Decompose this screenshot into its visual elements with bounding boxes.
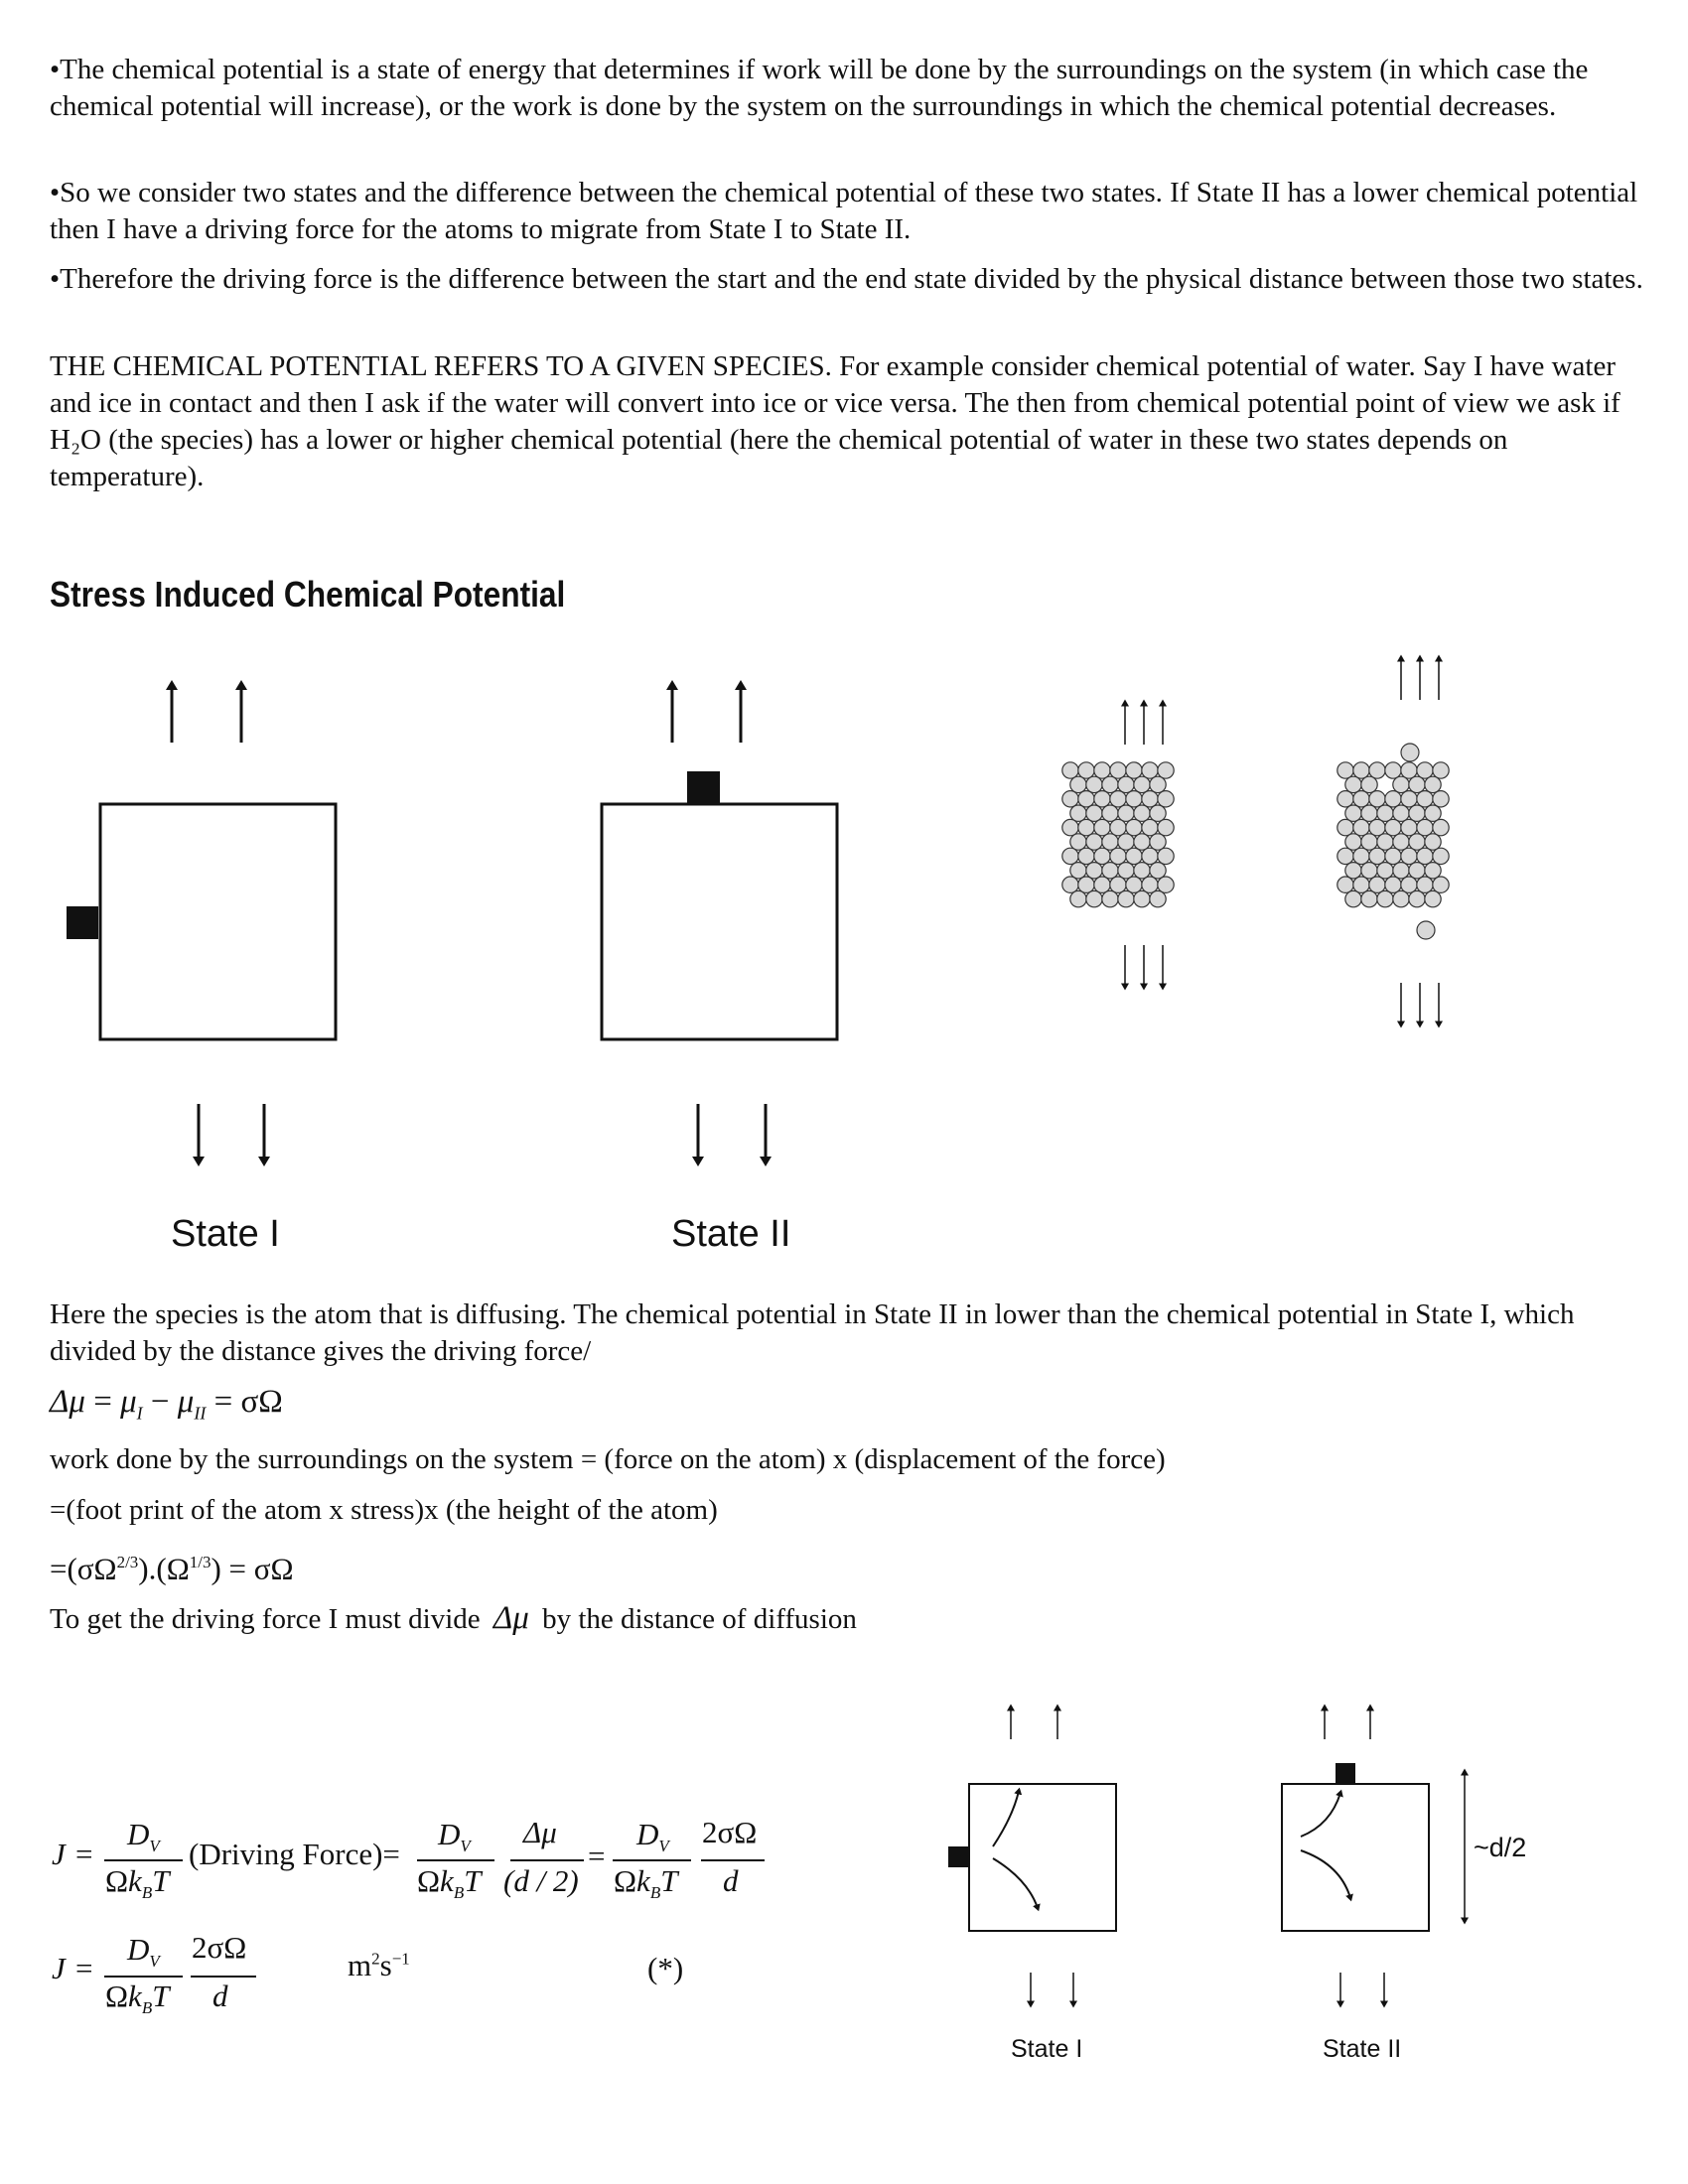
lattice-atom: [1158, 848, 1174, 864]
flux2-star: (*): [647, 1951, 684, 1985]
lattice-atom: [1433, 819, 1449, 835]
lattice-atom: [1433, 877, 1449, 892]
lattice-atom: [1417, 877, 1433, 892]
lattice-atom: [1134, 834, 1150, 850]
equation-footprint-line: =(foot print of the atom x stress)x (the height of the atom): [50, 1494, 718, 1526]
lattice-atom: [1110, 848, 1126, 864]
fig2-state-2-path-down: [1301, 1850, 1350, 1898]
lattice-atom: [1361, 834, 1377, 850]
lattice-atom: [1417, 848, 1433, 864]
lattice-atom: [1150, 890, 1166, 906]
lattice-atom: [1385, 762, 1401, 778]
lattice-atom: [1337, 877, 1353, 892]
eq-delta-mu-lhs: Δμ: [50, 1384, 85, 1420]
flux2-frac1-num: $D_V$: [127, 1932, 160, 1972]
atom-lattice-state-1: [1062, 762, 1174, 907]
lattice-atom: [1142, 848, 1158, 864]
paragraph-explanation: Here the species is the atom that is diffusing. The chemical potential in State II in lower than the chemical potential in State I, which divided by the distance gives the driving force/: [50, 1298, 1575, 1367]
lattice-atom: [1377, 890, 1393, 906]
lattice-atom: [1353, 848, 1369, 864]
figure2-state-1: [948, 1707, 1116, 2004]
eq-df-text-a: To get the driving force I must divide: [50, 1603, 481, 1635]
lattice-atom: [1062, 877, 1078, 892]
lattice-atom: [1078, 848, 1094, 864]
lattice-atom: [1369, 848, 1385, 864]
lattice-atom: [1425, 890, 1441, 906]
flux1-frac1-num: $D_V$: [127, 1817, 160, 1856]
section-heading: Stress Induced Chemical Potential: [50, 574, 566, 614]
eq-power-c: ) = σΩ: [211, 1551, 294, 1586]
flux2-units: $m^2s^{-1}$: [348, 1948, 410, 1982]
lattice-atom: [1158, 819, 1174, 835]
eq-power-sup-b: 1/3: [189, 1553, 211, 1571]
lattice-atom: [1369, 762, 1385, 778]
lattice-atom: [1070, 805, 1086, 821]
lattice-atom: [1353, 791, 1369, 807]
lattice-atom: [1409, 776, 1425, 792]
atom-lattice-state-2: [1337, 744, 1449, 939]
fig2-state-2-atom: [1336, 1763, 1355, 1783]
flux1-driving-force: (Driving Force)=: [189, 1837, 400, 1871]
state-1-atom-side: [67, 906, 98, 939]
lattice-atom: [1134, 863, 1150, 879]
lattice-atom: [1094, 848, 1110, 864]
fig2-state-1-box: [969, 1784, 1116, 1931]
flux1-J: J: [52, 1837, 66, 1871]
lattice-atom: [1337, 848, 1353, 864]
fig2-state-2-path-up: [1301, 1793, 1340, 1837]
fig2-state-1-atom: [948, 1846, 968, 1867]
lattice-atom: [1070, 863, 1086, 879]
equation-power-line: [50, 1544, 294, 1586]
fig2-state-2-box: [1282, 1784, 1429, 1931]
fig2-state-2-label: State II: [1323, 2035, 1402, 2063]
lattice-atom: [1094, 819, 1110, 835]
lattice-atom: [1401, 791, 1417, 807]
lattice-atom: [1134, 776, 1150, 792]
lattice-atom: [1094, 877, 1110, 892]
eq-sigma-omega: σΩ: [240, 1384, 283, 1420]
paragraph-driving-force: •Therefore the driving force is the difference between the start and the end state divided by the physical distance between those two states.: [50, 263, 1643, 295]
lattice-atom: [1401, 877, 1417, 892]
lattice-atom: [1110, 791, 1126, 807]
lattice-atom: [1361, 890, 1377, 906]
fig2-state-1-label: State I: [1011, 2035, 1083, 2063]
lattice-atom: [1353, 877, 1369, 892]
eq-mu-1: μ: [120, 1384, 137, 1420]
flux1-frac2-den: $\Omega k_BT$: [417, 1863, 482, 1903]
eq-df-text-b: by the distance of diffusion: [542, 1603, 857, 1635]
lattice-atom: [1345, 776, 1361, 792]
lattice-atom: [1086, 890, 1102, 906]
lattice-atom: [1062, 791, 1078, 807]
state-2-atom-top: [687, 771, 720, 803]
flux1-frac5-den: d: [723, 1863, 739, 1898]
lattice-atom: [1433, 762, 1449, 778]
lattice-atom: [1118, 890, 1134, 906]
flux2-frac2-den: d: [212, 1979, 228, 2013]
lattice-atom: [1409, 834, 1425, 850]
lattice-atom: [1393, 776, 1409, 792]
lattice-atom: [1094, 791, 1110, 807]
lattice-atom: [1393, 834, 1409, 850]
lattice-atom: [1401, 848, 1417, 864]
flux1-frac2-num: $D_V$: [438, 1817, 471, 1856]
lattice-atom: [1158, 791, 1174, 807]
lattice-atom: [1337, 762, 1353, 778]
state-2-crystal-box: [602, 804, 837, 1039]
lattice-atom: [1062, 762, 1078, 778]
flux2-frac2-num: 2σΩ: [192, 1930, 247, 1965]
lattice-atom: [1345, 863, 1361, 879]
paragraph-chemical-potential-definition: •The chemical potential is a state of energy that determines if work will be done by the surroundings on the system (in which case the chemical potential will increase), or the work is done by the system on the surroundings in which the chemical potential decreases.: [50, 54, 1589, 122]
lattice-atom: [1158, 762, 1174, 778]
lattice-atom: [1134, 890, 1150, 906]
flux1-frac5-num: 2σΩ: [702, 1815, 758, 1849]
lattice-atom: [1353, 819, 1369, 835]
lattice-atom: [1425, 834, 1441, 850]
lattice-atom: [1401, 819, 1417, 835]
lattice-atom: [1150, 776, 1166, 792]
lattice-atom: [1377, 834, 1393, 850]
lattice-atom: [1385, 877, 1401, 892]
lattice-atom: [1385, 791, 1401, 807]
lattice-atom: [1385, 819, 1401, 835]
flux1-frac1-den: $\Omega k_BT$: [105, 1863, 170, 1903]
eq-sub-1: I: [136, 1403, 143, 1424]
lattice-atom: [1361, 776, 1377, 792]
lattice-atom: [1337, 819, 1353, 835]
lattice-atom: [1409, 863, 1425, 879]
fig2-state-1-path-down: [993, 1858, 1038, 1908]
lattice-atom: [1425, 776, 1441, 792]
lattice-atom: [1118, 805, 1134, 821]
lattice-atom: [1142, 762, 1158, 778]
lattice-atom: [1409, 805, 1425, 821]
lattice-atom: [1126, 762, 1142, 778]
lattice-atom: [1377, 863, 1393, 879]
state-2-label: State II: [671, 1213, 791, 1255]
state-1-label: State I: [171, 1213, 280, 1255]
lattice-atom: [1126, 848, 1142, 864]
lattice-atom: [1086, 863, 1102, 879]
lattice-atom: [1078, 791, 1094, 807]
flux1-frac3-den: (d / 2): [503, 1863, 579, 1898]
lattice-atom: [1110, 819, 1126, 835]
lattice-atom: [1102, 890, 1118, 906]
lattice-atom: [1102, 863, 1118, 879]
flux1-eq: =: [75, 1837, 93, 1871]
lattice-atom: [1126, 819, 1142, 835]
lattice-atom: [1062, 819, 1078, 835]
eq-power-sup-a: 2/3: [116, 1553, 139, 1571]
lattice-atom: [1369, 877, 1385, 892]
lattice-atom: [1409, 890, 1425, 906]
lattice-atom: [1118, 834, 1134, 850]
lattice-atom: [1377, 805, 1393, 821]
lattice-atom: [1078, 877, 1094, 892]
lattice-atom: [1425, 805, 1441, 821]
eq-df-sym: Δμ: [492, 1600, 529, 1636]
lattice-atom: [1062, 848, 1078, 864]
lattice-atom: [1150, 834, 1166, 850]
lattice-atom: [1070, 776, 1086, 792]
flux2-J: J: [52, 1951, 66, 1985]
fig2-state-1-path-up: [993, 1791, 1019, 1846]
state-2-box-group: [602, 685, 837, 1161]
lattice-atom: [1401, 762, 1417, 778]
lattice-atom: [1425, 863, 1441, 879]
lattice-atom: [1353, 762, 1369, 778]
lattice-atom: [1417, 791, 1433, 807]
lattice-atom: [1150, 863, 1166, 879]
lattice-atom: [1134, 805, 1150, 821]
lattice-atom: [1102, 834, 1118, 850]
lattice-atom: [1417, 762, 1433, 778]
flux2-frac1-den: $\Omega k_BT$: [105, 1979, 170, 2018]
eq-sub-2: II: [194, 1403, 207, 1424]
paragraph-two-states: •So we consider two states and the difference between the chemical potential of these two states. If State II has a lower chemical potential then I have a driving force for the atoms to migrate from State I to State II.: [50, 177, 1638, 245]
flux1-frac4-num: $D_V$: [636, 1817, 669, 1856]
lattice-atom: [1110, 877, 1126, 892]
eq-power-a: =(σΩ: [50, 1551, 117, 1586]
state-1-box-group: [67, 685, 336, 1161]
flux1-eq2: =: [588, 1839, 606, 1873]
fig2-distance-label: ~d/2: [1474, 1833, 1527, 1862]
lattice-atom: [1110, 762, 1126, 778]
lattice-atom: [1078, 762, 1094, 778]
lattice-atom: [1126, 877, 1142, 892]
eq-power-b: ).(Ω: [138, 1551, 190, 1586]
equation-delta-mu: $\Delta\mu = \mu_I - \mu_{II} = \sigma\Omega$: [50, 1384, 283, 1424]
lattice-atom: [1345, 890, 1361, 906]
lattice-atom: [1337, 791, 1353, 807]
lattice-atom: [1158, 877, 1174, 892]
lattice-atom: [1086, 776, 1102, 792]
lattice-atom: [1126, 791, 1142, 807]
lattice-adatom-bottom: [1417, 921, 1435, 939]
lattice-atom: [1070, 890, 1086, 906]
state-1-crystal-box: [100, 804, 336, 1039]
lattice-atom: [1433, 848, 1449, 864]
lattice-atom: [1102, 805, 1118, 821]
eq-mu-2: μ: [177, 1384, 195, 1420]
lattice-atom: [1142, 877, 1158, 892]
lattice-adatom-top: [1401, 744, 1419, 761]
lattice-atom: [1345, 834, 1361, 850]
equation-driving-force-line: [50, 1600, 857, 1638]
lattice-atom: [1433, 791, 1449, 807]
lattice-atom: [1086, 834, 1102, 850]
lattice-atom: [1118, 776, 1134, 792]
lattice-atom: [1142, 791, 1158, 807]
lattice-atom: [1086, 805, 1102, 821]
flux2-eq: =: [75, 1951, 93, 1985]
flux1-frac3-num: Δμ: [523, 1815, 557, 1849]
lattice-atom: [1385, 848, 1401, 864]
lattice-atom: [1393, 863, 1409, 879]
figure2-state-2: [1282, 1707, 1465, 2004]
lattice-atom: [1142, 819, 1158, 835]
lattice-atom: [1070, 834, 1086, 850]
lattice-atom: [1393, 890, 1409, 906]
lattice-atom: [1078, 819, 1094, 835]
lattice-atom: [1361, 863, 1377, 879]
lattice-atom: [1345, 805, 1361, 821]
lattice-atom: [1150, 805, 1166, 821]
lattice-atom: [1417, 819, 1433, 835]
lattice-atom: [1361, 805, 1377, 821]
lattice-atom: [1393, 805, 1409, 821]
lattice-atom: [1369, 819, 1385, 835]
lattice-atom: [1118, 863, 1134, 879]
lattice-atom: [1102, 776, 1118, 792]
paragraph-species: THE CHEMICAL POTENTIAL REFERS TO A GIVEN SPECIES. For example consider chemical potential of water. Say I have water and ice in contact and then I ask if the water will convert into ice or vice versa. The then from chemical potential point of view we ask if H₂O (the species) has a lower or higher chemical potential (here the chemical potential of water in these two states depends on temperature).: [50, 350, 1620, 492]
lattice-atom: [1094, 762, 1110, 778]
equation-work-line: work done by the surroundings on the system = (force on the atom) x (displacement of the force): [50, 1443, 1166, 1475]
lattice-atom: [1369, 791, 1385, 807]
flux1-frac4-den: $\Omega k_BT$: [614, 1863, 678, 1903]
